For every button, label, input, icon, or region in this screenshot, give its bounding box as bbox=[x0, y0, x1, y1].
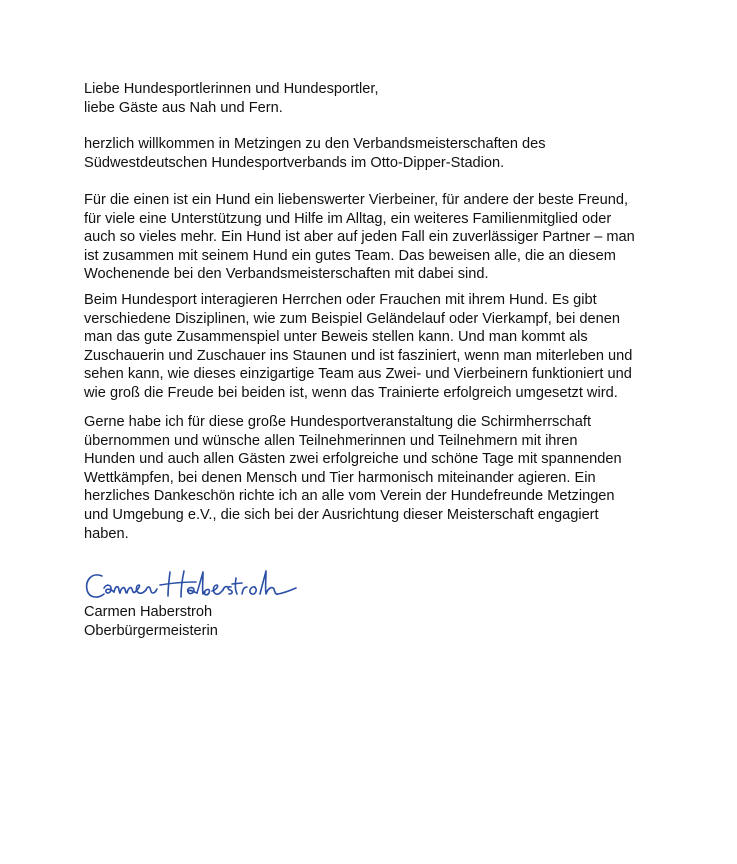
paragraph-disciplines bbox=[84, 291, 684, 403]
paragraph-line: herzlich willkommen in Metzingen zu den Verbandsmeisterschaften des bbox=[84, 136, 546, 152]
greeting bbox=[84, 80, 684, 117]
paragraph-line: verschiedene Disziplinen, wie zum Beispiel Geländelauf oder Vierkampf, bei denen bbox=[84, 310, 620, 327]
paragraph-line: herzliches Dankeschön richte ich an alle vom Verein der Hundefreunde Metzingen bbox=[84, 488, 615, 505]
paragraph-line: Hunden und auch allen Gästen zwei erfolgreiche und schöne Tage mit spannenden bbox=[84, 451, 622, 468]
paragraph-line: und Umgebung e.V., die sich bei der Ausrichtung dieser Meisterschaft engagiert bbox=[84, 506, 599, 523]
paragraph-line: Südwestdeutschen Hundesportverbands im Otto-Dipper-Stadion. bbox=[84, 154, 505, 171]
paragraph-line: für viele eine Unterstützung und Hilfe im Alltag, ein weiteres Familienmitglied oder bbox=[84, 210, 612, 227]
paragraph-patronage bbox=[84, 413, 684, 543]
paragraph-line: sehen kann, wie dieses einzigartige Team aus Zwei- und Vierbeinern funktioniert und bbox=[84, 366, 632, 383]
greeting-line: Liebe Hundesportlerinnen und Hundesportler, bbox=[84, 81, 379, 97]
paragraph-line: Wettkämpfen, bei denen Mensch und Tier harmonisch miteinander agieren. Ein bbox=[84, 469, 596, 486]
paragraph-line: Beim Hundesport interagieren Herrchen oder Frauchen mit ihrem Hund. Es gibt bbox=[84, 292, 597, 308]
paragraph-line: ist zusammen mit seinem Hund ein gutes Team. Das beweisen alle, die an diesem bbox=[84, 247, 616, 264]
signoff bbox=[84, 603, 684, 640]
paragraph-line: wie groß die Freude bei beiden ist, wenn das Trainierte erfolgreich umgesetzt wird. bbox=[84, 384, 618, 401]
paragraph-line: Wochenende bei den Verbandsmeisterschaften mit dabei sind. bbox=[84, 266, 489, 283]
signer-title: Oberbürgermeisterin bbox=[84, 622, 218, 639]
paragraph-line: auch so vieles mehr. Ein Hund ist aber auf jeden Fall ein zuverlässiger Partner – man bbox=[84, 229, 635, 246]
paragraph-line: Für die einen ist ein Hund ein liebenswerter Vierbeiner, für andere der beste Freund, bbox=[84, 192, 629, 208]
paragraph-line: Zuschauerin und Zuschauer ins Staunen und ist fasziniert, wenn man miterleben und bbox=[84, 347, 633, 364]
paragraph-line: haben. bbox=[84, 525, 129, 542]
paragraph-welcome bbox=[84, 135, 684, 172]
paragraph-dog-partner bbox=[84, 191, 684, 284]
paragraph-line: Gerne habe ich für diese große Hundesportveranstaltung die Schirmherrschaft bbox=[84, 414, 591, 430]
signer-name: Carmen Haberstroh bbox=[84, 604, 213, 620]
greeting-line: liebe Gäste aus Nah und Fern. bbox=[84, 99, 283, 116]
paragraph-line: übernommen und wünsche allen Teilnehmerinnen und Teilnehmern mit ihren bbox=[84, 432, 578, 449]
paragraph-line: man das gute Zusammenspiel unter Beweis stellen kann. Und man kommt als bbox=[84, 329, 588, 346]
